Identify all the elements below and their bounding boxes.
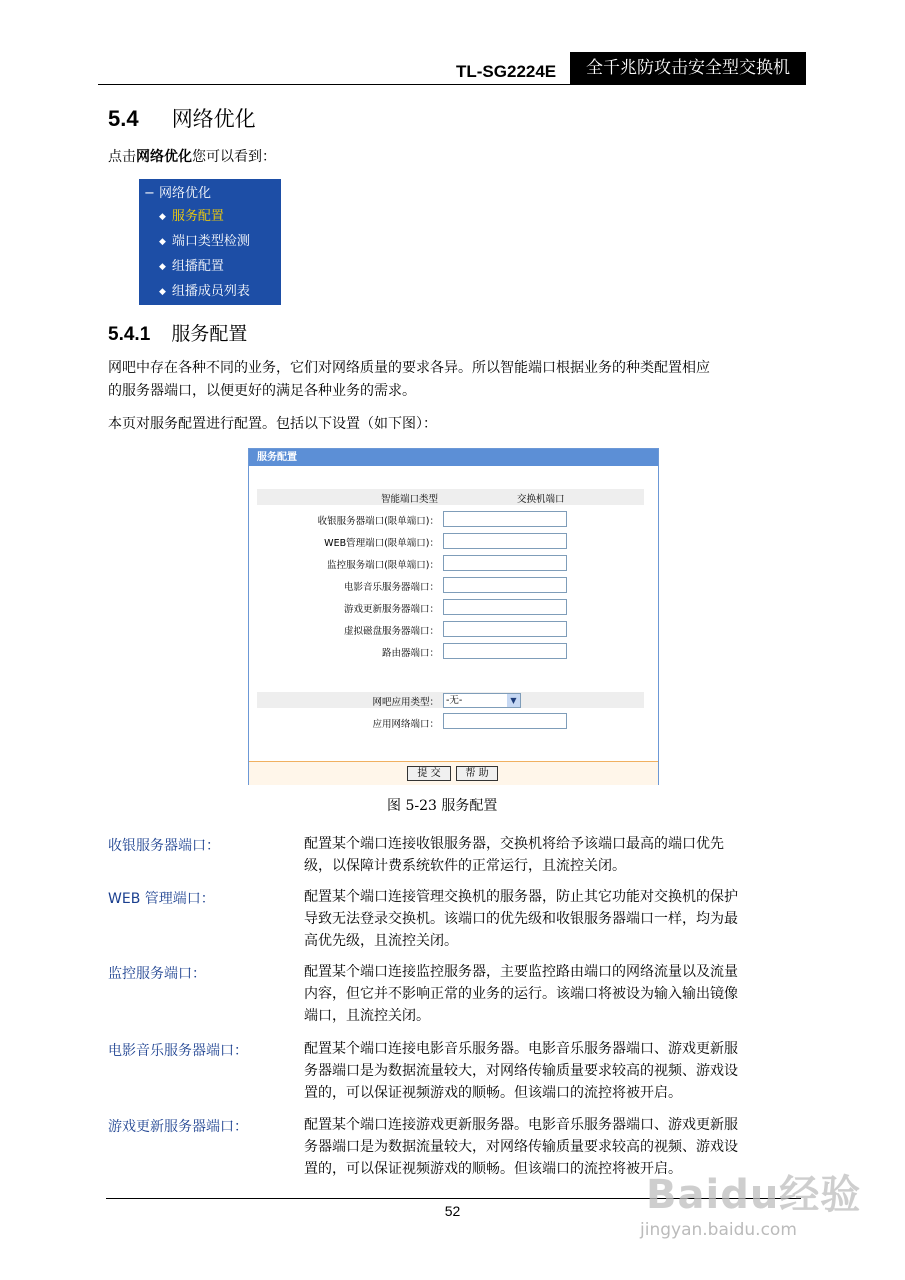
definition-line: 配置某个端口连接电影音乐服务器。电影音乐服务器端口、游戏更新服: [304, 1041, 738, 1057]
panel-footer: [249, 761, 658, 785]
app-port-label: 应用网络端口：: [372, 719, 439, 730]
header-model: TL-SG2224E: [456, 62, 557, 81]
row-label: 监控服务端口(限单端口)：: [327, 560, 439, 571]
definition-line: 配置某个端口连接监控服务器，主要监控路由端口的网络流量以及流量: [304, 964, 738, 980]
menu-item-service-config[interactable]: [159, 205, 224, 224]
subsection-title: 服务配置: [171, 323, 248, 345]
row-label: WEB管理端口(限单端口)：: [324, 538, 439, 549]
definition-body: [304, 1038, 804, 1104]
definition-line: 端口，且流控关闭。: [304, 1008, 430, 1024]
column-header-type: 智能端口类型: [381, 494, 439, 505]
game-update-port-input[interactable]: [443, 599, 567, 615]
chevron-down-icon[interactable]: ▼: [507, 694, 520, 707]
definition-line: 配置某个端口连接管理交换机的服务器，防止其它功能对交换机的保护: [304, 889, 738, 905]
app-type-value: -无-: [446, 695, 463, 706]
service-config-panel: [248, 448, 659, 785]
definition-line: 置的，可以保证视频游戏的顺畅。但该端口的流控将被开启。: [304, 1085, 682, 1101]
web-mgmt-port-input[interactable]: [443, 533, 567, 549]
definition-line: 务器端口是为数据流量较大，对网络传输质量要求较高的视频、游戏设: [304, 1139, 738, 1155]
menu-item-multicast-members[interactable]: [159, 280, 250, 299]
menu-item-port-type-detect[interactable]: [159, 230, 250, 249]
watermark-brand: Baidu经验: [646, 1172, 862, 1218]
cashier-port-input[interactable]: [443, 511, 567, 527]
row-label: 收银服务器端口(限单端口)：: [317, 516, 439, 527]
paragraph-line: 网吧中存在各种不同的业务，它们对网络质量的要求各异。所以智能端口根据业务的种类配置相应: [108, 360, 710, 376]
paragraph-line: 本页对服务配置进行配置。包括以下设置（如下图）：: [108, 416, 437, 432]
row-label: 电影音乐服务器端口：: [343, 582, 439, 593]
definition-line: 级，以保障计费系统软件的正常运行，且流控关闭。: [304, 858, 626, 874]
watermark-url: jingyan.baidu.com: [640, 1220, 797, 1240]
definition-line: 内容，但它并不影响正常的业务的运行。该端口将被设为输入输出镜像: [304, 986, 738, 1002]
definition-line: 高优先级，且流控关闭。: [304, 933, 458, 949]
definition-line: 务器端口是为数据流量较大，对网络传输质量要求较高的视频、游戏设: [304, 1063, 738, 1079]
row-label: 路由器端口：: [381, 648, 439, 659]
menu-item-label: 组播成员列表: [171, 284, 250, 299]
app-port-input[interactable]: [443, 713, 567, 729]
definition-line: 置的，可以保证视频游戏的顺畅。但该端口的流控将被开启。: [304, 1161, 682, 1177]
menu-title-label: 网络优化: [159, 186, 212, 201]
column-header-port: 交换机端口: [517, 494, 565, 505]
menu-item-label: 端口类型检测: [171, 234, 250, 249]
app-type-select[interactable]: [443, 693, 521, 708]
router-port-input[interactable]: [443, 643, 567, 659]
virtual-disk-port-input[interactable]: [443, 621, 567, 637]
definition-body: [304, 961, 804, 1027]
intro-suffix: 您可以看到：: [192, 149, 276, 165]
menu-item-multicast-config[interactable]: [159, 255, 224, 274]
section-title: 网络优化: [171, 107, 256, 131]
menu-title[interactable]: [144, 182, 211, 201]
intro-text: [108, 146, 276, 169]
definition-term: 游戏更新服务器端口：: [108, 1119, 248, 1135]
column-header-bar: [257, 489, 644, 505]
definition-line: 导致无法登录交换机。该端口的优先级和收银服务器端口一样，均为最: [304, 911, 738, 927]
bullet-icon: ◆: [159, 237, 166, 247]
collapse-icon: −: [144, 186, 155, 201]
definition-term: 电影音乐服务器端口：: [108, 1043, 248, 1059]
submit-button[interactable]: 提 交: [407, 766, 451, 781]
intro-prefix: 点击: [108, 149, 136, 165]
definition-body: [304, 886, 804, 952]
nav-menu: [139, 179, 281, 305]
bullet-icon: ◆: [159, 287, 166, 297]
subsection-number: 5.4.1: [108, 324, 151, 345]
help-button[interactable]: 帮 助: [456, 766, 498, 781]
row-label: 虚拟磁盘服务器端口：: [343, 626, 439, 637]
definition-line: 配置某个端口连接收银服务器，交换机将给予该端口最高的端口优先: [304, 836, 724, 852]
figure-caption: 图 5-23 服务配置: [387, 798, 498, 814]
intro-bold: 网络优化: [136, 149, 192, 165]
row-label: 游戏更新服务器端口：: [343, 604, 439, 615]
header-rule: [98, 84, 806, 85]
definition-body: [304, 833, 804, 877]
panel-title: 服务配置: [249, 449, 658, 466]
menu-item-label: 服务配置: [171, 209, 224, 224]
definition-term: 监控服务端口：: [108, 966, 206, 982]
header-product-title: 全千兆防攻击安全型交换机: [570, 52, 806, 84]
subsection-heading: [108, 319, 247, 346]
app-type-label: 网吧应用类型：: [372, 697, 439, 708]
section-heading: [108, 103, 256, 133]
page-number: 52: [444, 1203, 461, 1219]
media-server-port-input[interactable]: [443, 577, 567, 593]
section-number: 5.4: [108, 106, 139, 131]
definition-line: 配置某个端口连接游戏更新服务器。电影音乐服务器端口、游戏更新服: [304, 1117, 738, 1133]
definition-term: 收银服务器端口：: [108, 838, 220, 854]
monitor-port-input[interactable]: [443, 555, 567, 571]
paragraph-line: 的服务器端口，以便更好的满足各种业务的需求。: [108, 383, 416, 399]
bullet-icon: ◆: [159, 262, 166, 272]
bullet-icon: ◆: [159, 212, 166, 222]
menu-item-label: 组播配置: [171, 259, 224, 274]
definition-term: WEB 管理端口：: [108, 891, 215, 907]
